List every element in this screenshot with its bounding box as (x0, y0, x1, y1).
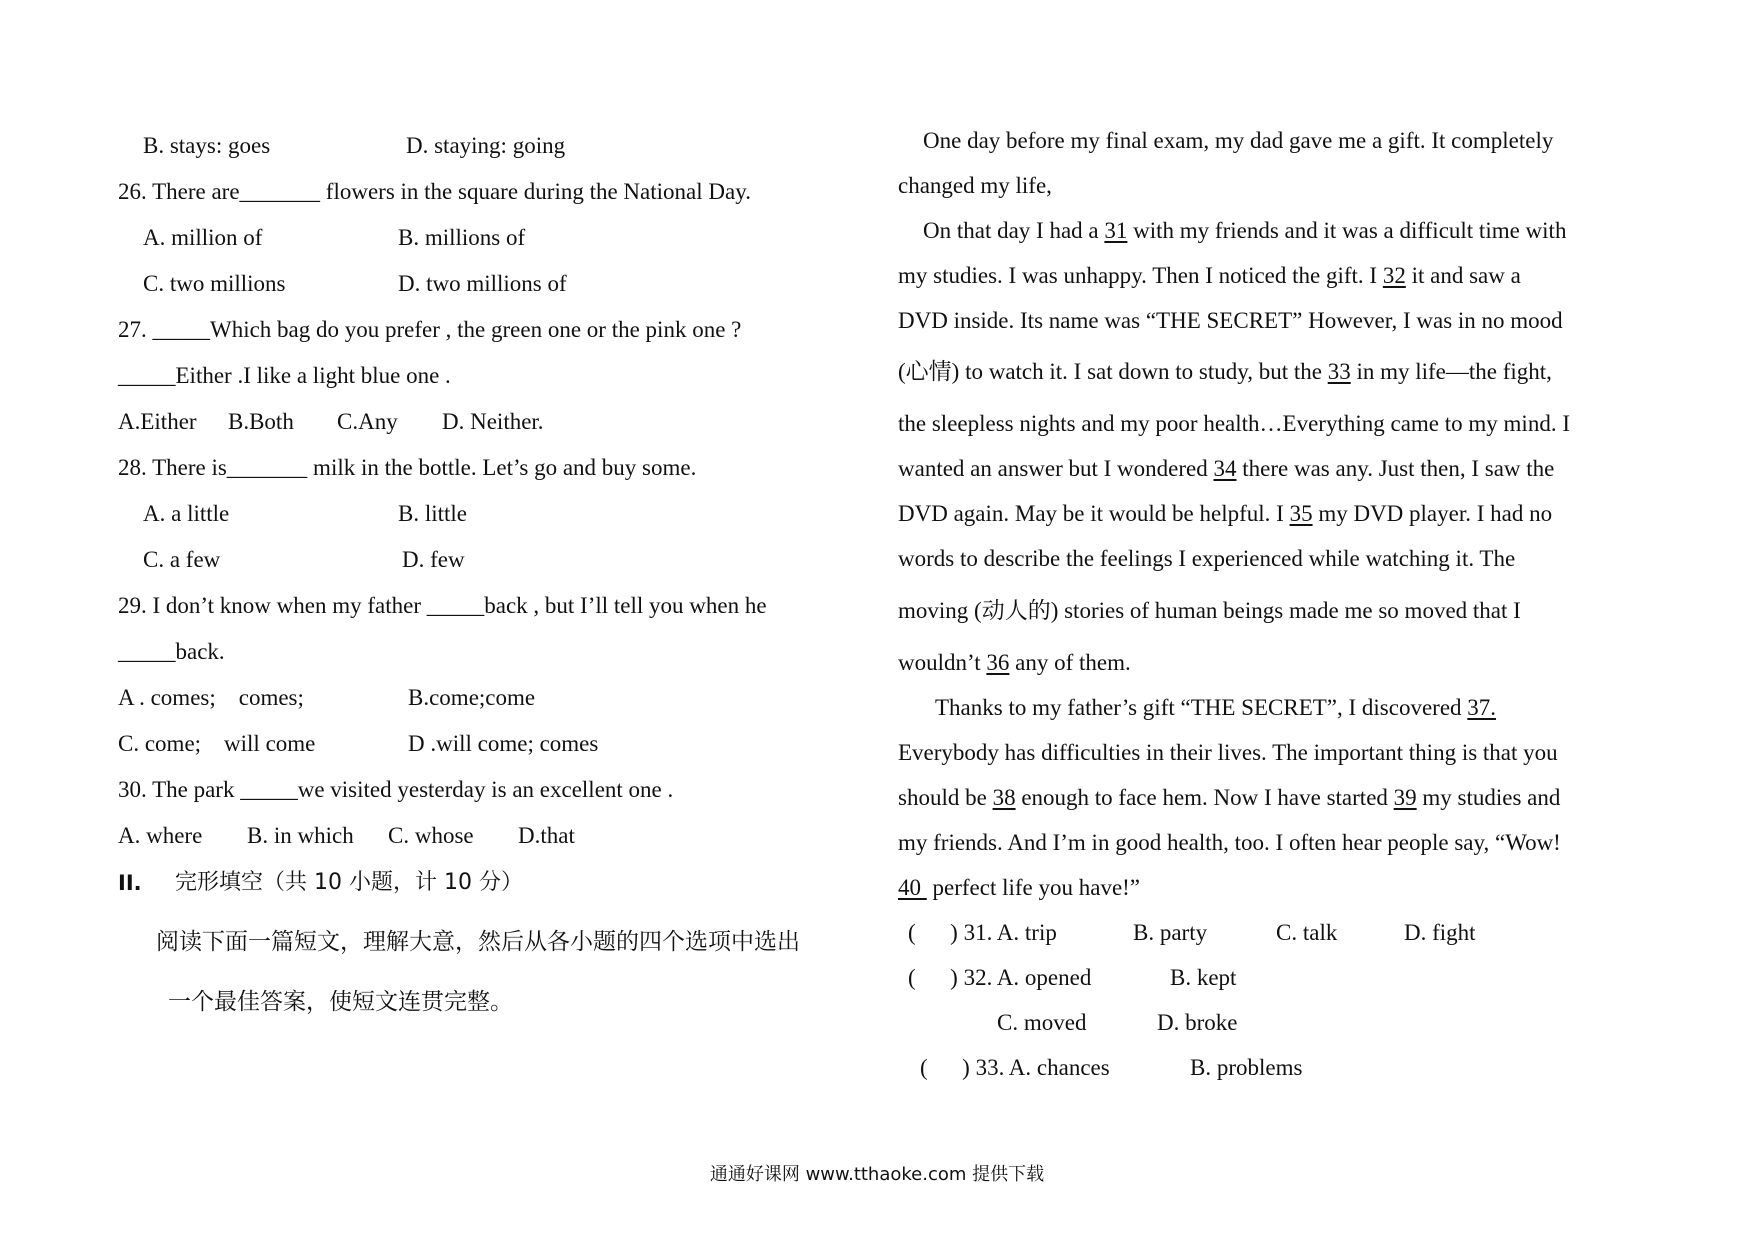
section-2-title: 完形填空（共 10 小题，计 10 分） (175, 870, 523, 895)
q28-option-b: B. little (398, 501, 467, 526)
q31-option-c: C. talk (1276, 920, 1338, 945)
question-27-line1: 27. _____Which bag do you prefer , the green one or the pink one ? (118, 317, 742, 342)
blank-39: 39 (1393, 785, 1417, 810)
q29-option-b: B.come;come (408, 685, 536, 710)
passage-line-12: wouldn’t 36 any of them. (898, 650, 1131, 675)
q25-option-d: D. staying: going (406, 133, 566, 158)
blank-35: 35 (1289, 501, 1313, 526)
passage-line-4: my studies. I was unhappy. Then I noticed the gift. I 32 it and saw a (898, 263, 1521, 288)
passage-line-3: On that day I had a 31 with my friends and it was a difficult time with (923, 218, 1567, 243)
passage-line-10: words to describe the feelings I experienced while watching it. The (898, 546, 1516, 571)
question-29-line2: _____back. (118, 639, 225, 664)
passage-line-14: Everybody has difficulties in their lives. The important thing is that you (898, 740, 1558, 765)
question-27-line2: _____Either .I like a light blue one . (118, 363, 451, 388)
q30-option-b: B. in which (247, 823, 354, 848)
passage-line-11: moving (动人的) stories of human beings made me so moved that I (898, 598, 1521, 623)
q29-option-a: A . comes; comes; (118, 685, 304, 710)
question-26: 26. There are_______ flowers in the square during the National Day. (118, 179, 751, 204)
q30-option-a: A. where (118, 823, 203, 848)
question-29-line1: 29. I don’t know when my father _____back , but I’ll tell you when he (118, 593, 767, 618)
question-28: 28. There is_______ milk in the bottle. Let’s go and buy some. (118, 455, 697, 480)
blank-34: 34 (1213, 456, 1237, 481)
q31-option-a: ( ) 31. A. trip (908, 920, 1057, 945)
passage-line-6: (心情) to watch it. I sat down to study, but the 33 in my life—the fight, (898, 359, 1552, 384)
passage-line-1: One day before my final exam, my dad gave me a gift. It completely (923, 128, 1554, 153)
section-2-instruction-2: 一个最佳答案，使短文连贯完整。 (168, 989, 513, 1015)
q27-option-d: D. Neither. (442, 409, 544, 434)
q27-option-b: B.Both (228, 409, 294, 434)
blank-38: 38 (992, 785, 1016, 810)
passage-line-13: Thanks to my father’s gift “THE SECRET”, I discovered 37. (935, 695, 1497, 720)
question-30: 30. The park _____we visited yesterday is an excellent one . (118, 777, 674, 802)
q28-option-a: A. a little (143, 501, 230, 526)
passage-line-17: 40 perfect life you have!” (898, 875, 1141, 900)
q33-option-a: ( ) 33. A. chances (920, 1055, 1110, 1080)
blank-33: 33 (1327, 359, 1351, 384)
q28-option-c: C. a few (143, 547, 221, 572)
passage-line-8: wanted an answer but I wondered 34 there was any. Just then, I saw the (898, 456, 1555, 481)
passage-line-2: changed my life, (898, 173, 1052, 198)
q32-option-b: B. kept (1170, 965, 1237, 990)
q30-option-d: D.that (518, 823, 575, 848)
q31-option-d: D. fight (1404, 920, 1476, 945)
q29-option-c: C. come; will come (118, 731, 316, 756)
q32-option-d: D. broke (1157, 1010, 1238, 1035)
passage-line-5: DVD inside. Its name was “THE SECRET” However, I was in no mood (898, 308, 1563, 333)
q33-option-b: B. problems (1190, 1055, 1303, 1080)
blank-36: 36 (986, 650, 1010, 675)
passage-line-16: my friends. And I’m in good health, too. I often hear people say, “Wow! (898, 830, 1561, 855)
footer-source: 通通好课网 www.tthaoke.com 提供下载 (709, 1164, 1045, 1185)
q28-option-d: D. few (402, 547, 465, 572)
blank-32: 32 (1382, 263, 1406, 288)
blank-31: 31 (1104, 218, 1128, 243)
section-2-number: II. (118, 871, 142, 895)
q26-option-b: B. millions of (398, 225, 526, 250)
q30-option-c: C. whose (388, 823, 474, 848)
blank-40: 40 (898, 875, 927, 900)
q25-option-b: B. stays: goes (143, 133, 271, 158)
q26-option-c: C. two millions (143, 271, 286, 296)
passage-line-7: the sleepless nights and my poor health…Everything came to my mind. I (898, 411, 1570, 436)
blank-37: 37. (1467, 695, 1497, 720)
q27-option-a: A.Either (118, 409, 197, 434)
passage-line-15: should be 38 enough to face hem. Now I have started 39 my studies and (898, 785, 1561, 810)
q32-option-a: ( ) 32. A. opened (908, 965, 1092, 990)
q26-option-a: A. million of (143, 225, 263, 250)
q29-option-d: D .will come; comes (408, 731, 599, 756)
q32-option-c: C. moved (997, 1010, 1087, 1035)
q26-option-d: D. two millions of (398, 271, 567, 296)
q31-option-b: B. party (1133, 920, 1208, 945)
passage-line-9: DVD again. May be it would be helpful. I 35 my DVD player. I had no (898, 501, 1553, 526)
q27-option-c: C.Any (337, 409, 398, 434)
section-2-instruction-1: 阅读下面一篇短文，理解大意，然后从各小题的四个选项中选出 (156, 929, 800, 955)
